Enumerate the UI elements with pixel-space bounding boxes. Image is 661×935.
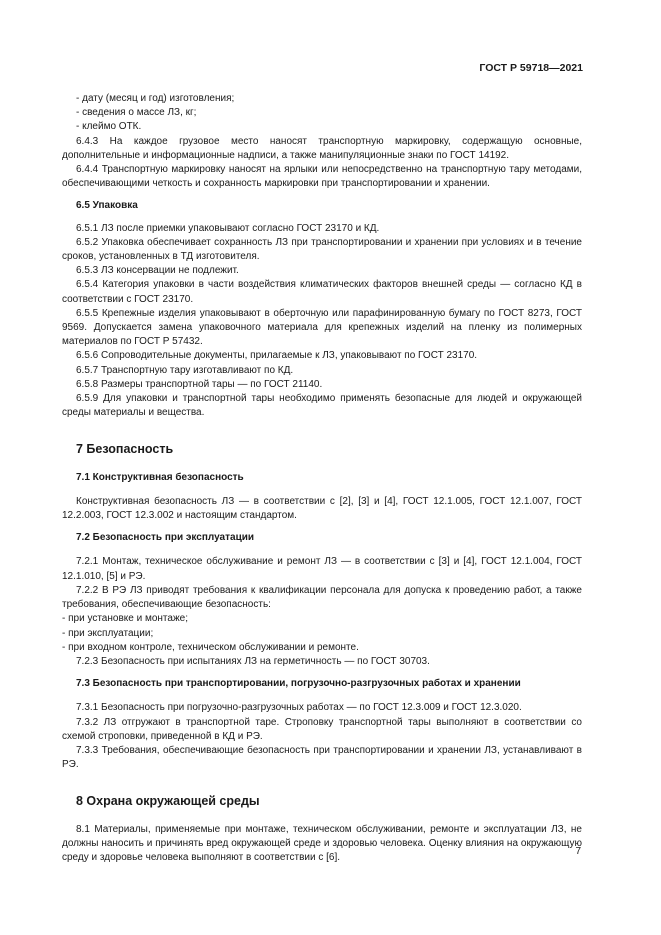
chapter-heading-8: 8 Охрана окружающей среды: [76, 794, 260, 809]
paragraph-7-2-2: 7.2.2 В РЭ ЛЗ приводят требования к квалификации персонала для допуска к проведению работ, а также требования, обеспечивающие безопасность:: [62, 584, 582, 611]
list-item: - при эксплуатации;: [62, 627, 154, 639]
paragraph-6-5-5: 6.5.5 Крепежные изделия упаковывают в оберточную или парафинированную бумагу по ГОСТ 8273, ГОСТ 9569. Допускается замена упаковочного материала для крепежных изделий на пленку из полимерных материалов по ГОСТ Р 57432.: [62, 307, 582, 348]
list-item: - клеймо ОТК.: [76, 121, 142, 133]
document-header: ГОСТ Р 59718—2021: [479, 62, 583, 74]
paragraph-6-5-7: 6.5.7 Транспортную тару изготавливают по КД.: [76, 364, 294, 376]
paragraph-8-1: 8.1 Материалы, применяемые при монтаже, техническом обслуживании, ремонте и эксплуатации ЛЗ, не должны наносить и причинять вред окружающей среде и здоровью человека. Оценку влияния на окружающую среду и здоровье человека выполняют в соответствии с [6].: [62, 823, 582, 863]
document-body: [62, 92, 582, 865]
list-item: - при установке и монтаже;: [62, 613, 188, 625]
list-item: - дату (месяц и год) изготовления;: [76, 93, 235, 104]
paragraph-6-5-1: 6.5.1 ЛЗ после приемки упаковывают согласно ГОСТ 23170 и КД.: [76, 222, 380, 234]
paragraph-7-1: Конструктивная безопасность ЛЗ — в соответствии с [2], [3] и [4], ГОСТ 12.1.005, ГОСТ 12.1.007, ГОСТ 12.2.003, ГОСТ 12.3.002 и настоящим стандартом.: [62, 495, 582, 522]
paragraph-6-5-9: 6.5.9 Для упаковки и транспортной тары необходимо применять безопасные для людей и окружающей среды материалы и вещества.: [62, 393, 582, 419]
chapter-heading-7: 7 Безопасность: [76, 442, 174, 457]
list-item: - сведения о массе ЛЗ, кг;: [76, 107, 197, 119]
paragraph-7-2-3: 7.2.3 Безопасность при испытаниях ЛЗ на герметичность — по ГОСТ 30703.: [76, 655, 430, 667]
paragraph-6-5-4: 6.5.4 Категория упаковки в части воздействия климатических факторов внешней среды — согласно КД в соответствии с ГОСТ 23170.: [62, 279, 582, 305]
paragraph-6-5-2: 6.5.2 Упаковка обеспечивает сохранность ЛЗ при транспортировании и хранении при условиях и в течение сроков, установленных в ТД изготовителя.: [62, 236, 582, 263]
section-heading-6-5: 6.5 Упаковка: [76, 200, 138, 212]
paragraph-6-4-4: 6.4.4 Транспортную маркировку наносят на ярлыки или непосредственно на транспортную тару методами, обеспечивающими четкость и сохранность маркировки при транспортировании и хранении.: [62, 164, 582, 190]
paragraph-7-3-3: 7.3.3 Требования, обеспечивающие безопасность при транспортировании и хранении ЛЗ, устанавливают в РЭ.: [62, 744, 582, 771]
paragraph-6-5-8: 6.5.8 Размеры транспортной тары — по ГОСТ 21140.: [76, 378, 323, 390]
list-item: - при входном контроле, техническом обслуживании и ремонте.: [62, 641, 359, 653]
section-heading-7-1: 7.1 Конструктивная безопасность: [76, 471, 244, 483]
paragraph-7-3-1: 7.3.1 Безопасность при погрузочно-разгрузочных работах — по ГОСТ 12.3.009 и ГОСТ 12.3.020.: [76, 702, 522, 714]
page-number: 7: [575, 846, 581, 857]
paragraph-6-5-6: 6.5.6 Сопроводительные документы, прилагаемые к ЛЗ, упаковывают по ГОСТ 23170.: [76, 350, 478, 362]
paragraph-6-5-3: 6.5.3 ЛЗ консервации не подлежит.: [76, 265, 239, 277]
section-heading-7-2: 7.2 Безопасность при эксплуатации: [76, 532, 255, 544]
section-heading-7-3: 7.3 Безопасность при транспортировании, погрузочно-разгрузочных работах и хранении: [76, 678, 521, 690]
paragraph-6-4-3: 6.4.3 На каждое грузовое место наносят транспортную маркировку, содержащую основные, дополнительные и информационные надписи, а также манипуляционные знаки по ГОСТ 14192.: [62, 135, 582, 161]
paragraph-7-2-1: 7.2.1 Монтаж, техническое обслуживание и ремонт ЛЗ — в соответствии с [3] и [4], ГОСТ 12.1.004, ГОСТ 12.1.010, [5] и РЭ.: [62, 556, 582, 582]
paragraph-7-3-2: 7.3.2 ЛЗ отгружают в транспортной таре. Строповку транспортной тары выполняют в соответствии со схемой строповки, приведенной в КД и РЭ.: [62, 716, 582, 742]
